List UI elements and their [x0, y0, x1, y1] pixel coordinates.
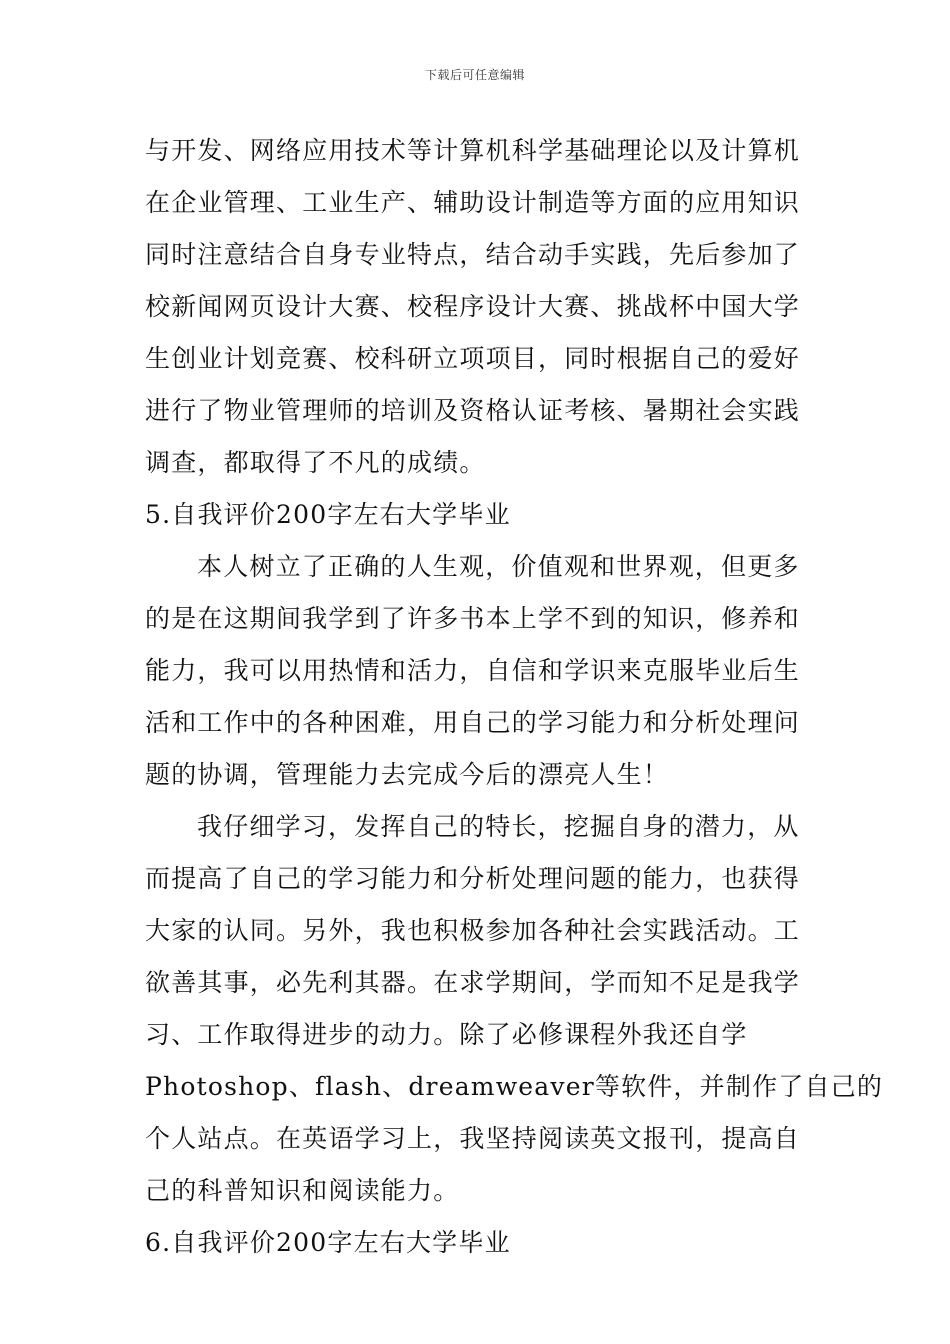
- paragraph-line: 在企业管理、工业生产、辅助设计制造等方面的应用知识: [145, 188, 801, 217]
- paragraph-line: 习、工作取得进步的动力。除了必修课程外我还自学: [145, 1020, 748, 1049]
- paragraph-line: 生创业计划竞赛、校科研立项项目，同时根据自己的爱好: [145, 344, 801, 373]
- paragraph-line: 活和工作中的各种困难，用自己的学习能力和分析处理问: [145, 708, 801, 737]
- paragraph-line: 己的科普知识和阅读能力。: [145, 1176, 460, 1205]
- paragraph-line: 调查，都取得了不凡的成绩。: [145, 448, 486, 477]
- page-header: 下载后可任意编辑: [424, 68, 525, 82]
- document-body: [145, 125, 884, 1269]
- paragraph-line: Photoshop、flash、dreamweaver等软件，并制作了自己的: [145, 1072, 884, 1101]
- paragraph-line: 题的协调，管理能力去完成今后的漂亮人生！: [145, 760, 670, 789]
- paragraph-line: 同时注意结合自身专业特点，结合动手实践，先后参加了: [145, 240, 801, 269]
- paragraph-line: 进行了物业管理师的培训及资格认证考核、暑期社会实践: [145, 396, 801, 425]
- paragraph-line: 个人站点。在英语学习上，我坚持阅读英文报刊，提高自: [145, 1124, 801, 1153]
- paragraph-line: 而提高了自己的学习能力和分析处理问题的能力，也获得: [145, 864, 801, 893]
- section-heading: 5.自我评价200字左右大学毕业: [145, 500, 511, 529]
- paragraph-line: 的是在这期间我学到了许多书本上学不到的知识，修养和: [145, 604, 801, 633]
- section-heading: 6.自我评价200字左右大学毕业: [145, 1228, 511, 1257]
- paragraph-line: 我仔细学习，发挥自己的特长，挖掘自身的潜力，从: [197, 812, 800, 841]
- paragraph-line: 能力，我可以用热情和活力，自信和学识来克服毕业后生: [145, 656, 801, 685]
- paragraph-line: 欲善其事，必先利其器。在求学期间，学而知不足是我学: [145, 968, 801, 997]
- paragraph-line: 本人树立了正确的人生观，价值观和世界观，但更多: [197, 552, 800, 581]
- paragraph-line: 大家的认同。另外，我也积极参加各种社会实践活动。工: [145, 916, 801, 945]
- paragraph-line: 与开发、网络应用技术等计算机科学基础理论以及计算机: [145, 136, 801, 165]
- paragraph-line: 校新闻网页设计大赛、校程序设计大赛、挑战杯中国大学: [145, 292, 801, 321]
